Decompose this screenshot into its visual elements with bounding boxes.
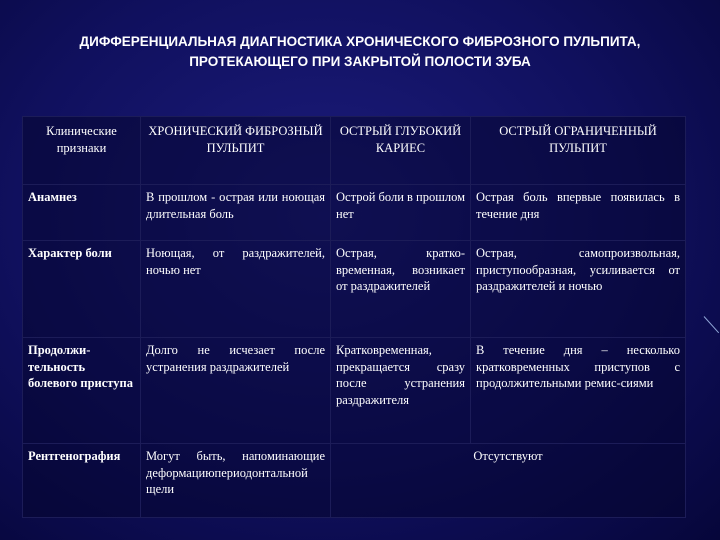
cell-acute-limited-pulpitis: Острая, самопроизвольная, приступообразная, усиливается от раздражителей и ночью [471, 241, 686, 338]
header-acute-deep-caries: ОСТРЫЙ ГЛУБОКИЙ КАРИЕС [331, 117, 471, 185]
table-row-pain-character [23, 241, 686, 338]
table-row-anamnesis [23, 185, 686, 241]
row-sign-label: Продолжи-тельность болевого приступа [23, 338, 141, 444]
row-sign-label: Характер боли [23, 241, 141, 338]
slide-title: ДИФФЕРЕНЦИАЛЬНАЯ ДИАГНОСТИКА ХРОНИЧЕСКОГО ФИБРОЗНОГО ПУЛЬПИТА, ПРОТЕКАЮЩЕГО ПРИ ЗАКРЫТОЙ ПОЛОСТИ ЗУБА [79, 34, 641, 69]
cell-chronic-fibrous-pulpitis: Ноющая, от раздражителей, ночью нет [141, 241, 331, 338]
table-row-radiography [23, 444, 686, 518]
cell-acute-deep-caries: Кратковременная, прекращается сразу после устранения раздражителя [331, 338, 471, 444]
header-clinical-signs: Клинические признаки [23, 117, 141, 185]
cell-acute-limited-pulpitis: В течение дня – несколько кратковременных приступов с продолжительными ремис-сиями [471, 338, 686, 444]
cell-acute-deep-caries: Острая, кратко-временная, возникает от раздражителей [331, 241, 471, 338]
cell-chronic-fibrous-pulpitis: Могут быть, напоминающие деформациюпериодонтальной щели [141, 444, 331, 518]
table-row-attack-duration [23, 338, 686, 444]
cell-chronic-fibrous-pulpitis: Долго не исчезает после устранения раздражителей [141, 338, 331, 444]
cell-chronic-fibrous-pulpitis: В прошлом - острая или ноющая длительная боль [141, 185, 331, 241]
row-sign-label: Рентгенография [23, 444, 141, 518]
differential-diagnosis-table [22, 116, 686, 518]
cell-acute-limited-pulpitis: Острая боль впервые появилась в течение дня [471, 185, 686, 241]
header-acute-limited-pulpitis: ОСТРЫЙ ОГРАНИЧЕННЫЙ ПУЛЬПИТ [471, 117, 686, 185]
table-header-row [23, 117, 686, 185]
decorative-diagonal-line [704, 316, 719, 333]
row-sign-label: Анамнез [23, 185, 141, 241]
header-chronic-fibrous-pulpitis: ХРОНИЧЕСКИЙ ФИБРОЗНЫЙ ПУЛЬПИТ [141, 117, 331, 185]
cell-merged-caries-and-acute-pulpitis: Отсутствуют [331, 444, 686, 518]
cell-acute-deep-caries: Острой боли в прошлом нет [331, 185, 471, 241]
